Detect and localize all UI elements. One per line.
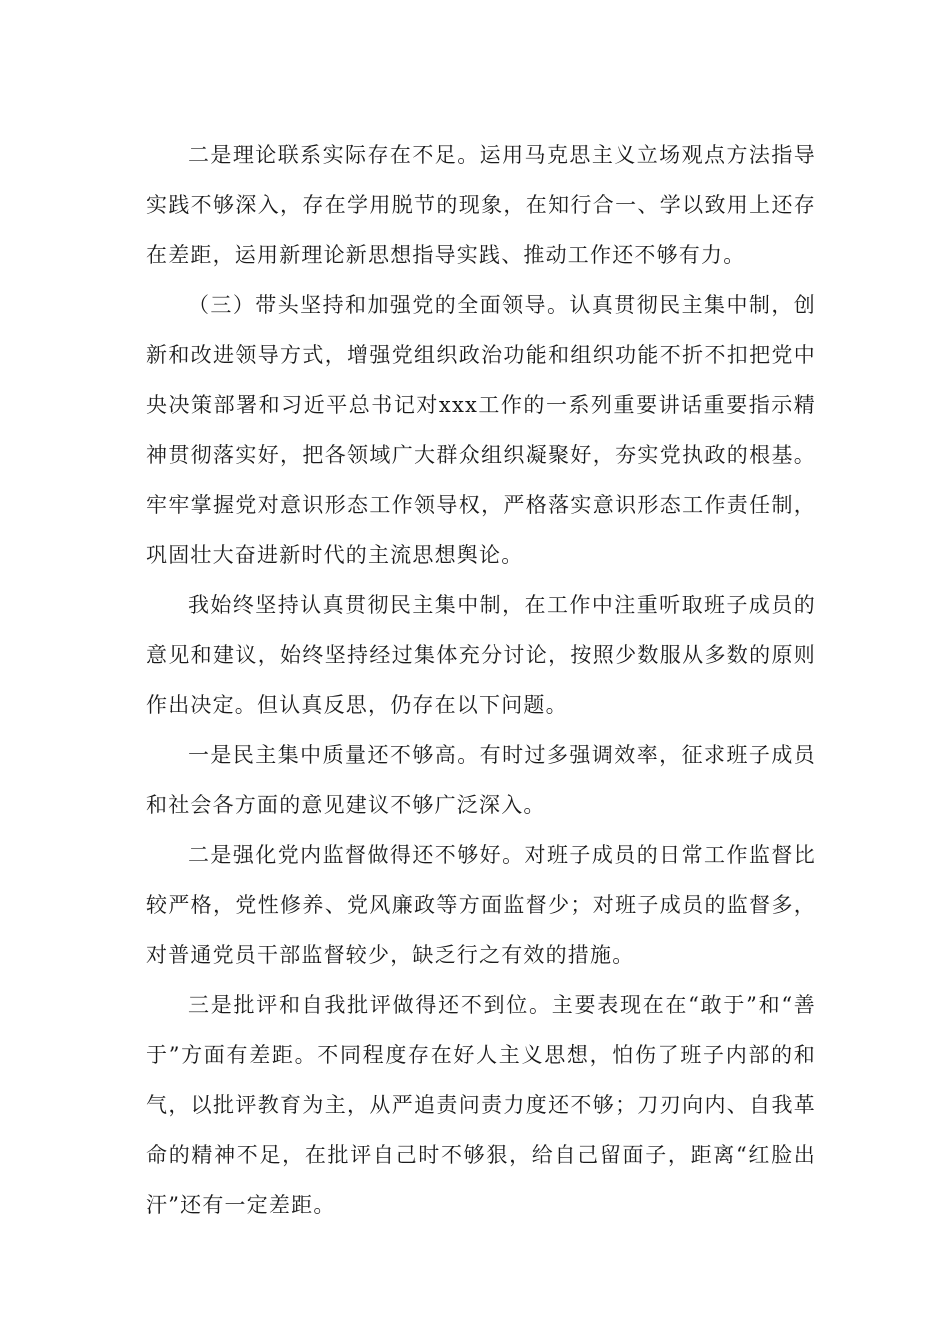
paragraph-democratic-centralism: 我始终坚持认真贯彻民主集中制，在工作中注重听取班子成员的意见和建议，始终坚持经过集体充分讨论，按照少数服从多数的原则作出决定。但认真反思，仍存在以下问题。	[146, 593, 816, 717]
paragraph-issue-two: 二是强化党内监督做得还不够好。对班子成员的日常工作监督比较严格，党性修养、党风廉政等方面监督少；对班子成员的监督多，对普通党员干部监督较少，缺乏行之有效的措施。	[146, 843, 816, 967]
document-body	[146, 130, 816, 1230]
paragraph-issue-one: 一是民主集中质量还不够高。有时过多强调效率，征求班子成员和社会各方面的意见建议不够广泛深入。	[146, 743, 816, 817]
paragraph-theory-practice: 二是理论联系实际存在不足。运用马克思主义立场观点方法指导实践不够深入，存在学用脱节的现象，在知行合一、学以致用上还存在差距，运用新理论新思想指导实践、推动工作还不够有力。	[146, 143, 816, 267]
paragraph-issue-three: 三是批评和自我批评做得还不到位。主要表现在在“敢于”和“善于”方面有差距。不同程度存在好人主义思想，怕伤了班子内部的和气，以批评教育为主，从严追责问责力度还不够；刀刃向内、自我革命的精神不足，在批评自己时不够狠，给自己留面子，距离“红脸出汗”还有一定差距。	[146, 993, 816, 1217]
paragraph-party-leadership: （三）带头坚持和加强党的全面领导。认真贯彻民主集中制，创新和改进领导方式，增强党组织政治功能和组织功能不折不扣把党中央决策部署和习近平总书记对xxx工作的一系列重要讲话重要指示精神贯彻落实好，把各领域广大群众组织凝聚好，夯实党执政的根基。牢牢掌握党对意识形态工作领导权，严格落实意识形态工作责任制，巩固壮大奋进新时代的主流思想舆论。	[146, 293, 816, 567]
